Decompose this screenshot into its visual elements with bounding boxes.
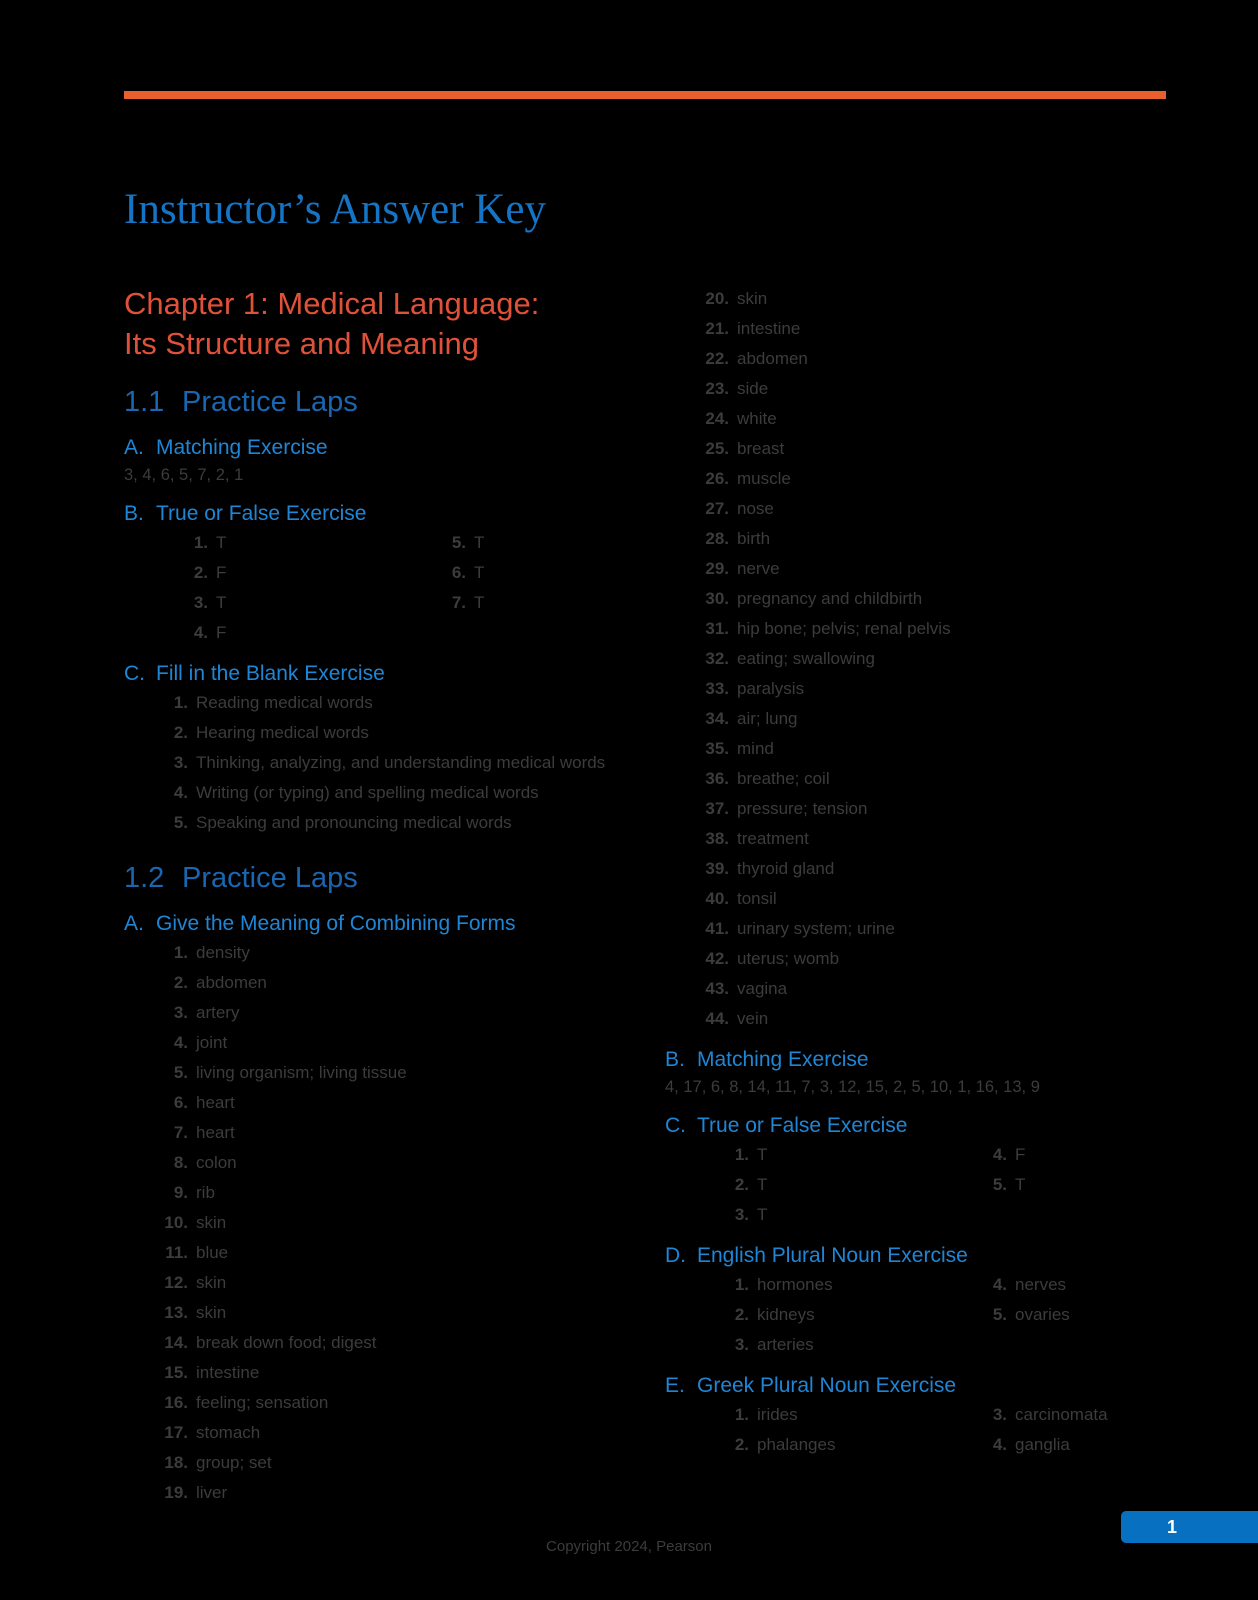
item-answer: living organism; living tissue [196,1063,407,1082]
item-answer: breast [737,439,785,458]
answer-item [665,1004,1225,1034]
item-answer: hormones [757,1275,833,1294]
answer-item [665,1400,923,1430]
answer-item [124,1058,644,1088]
answer-item [665,1140,923,1170]
item-number: 38. [705,829,729,848]
item-answer: nerves [1015,1275,1067,1294]
answer-item [665,554,1225,584]
item-answer: T [216,593,227,612]
item-number: 23. [705,379,729,398]
item-answer: muscle [737,469,791,488]
item-number: 30. [705,589,729,608]
answer-item [124,1028,644,1058]
item-number: 5. [173,1063,188,1082]
answer-item [665,1200,923,1230]
item-answer: thyroid gland [737,859,835,878]
item-answer: eating; swallowing [737,649,875,668]
item-answer: feeling; sensation [196,1393,329,1412]
item-answer: vagina [737,979,788,998]
top-accent-rule [124,91,1166,99]
item-answer: artery [196,1003,240,1022]
answer-item [124,1418,644,1448]
answer-item [923,1170,1181,1200]
answer-item [665,794,1225,824]
item-number: 4. [992,1145,1007,1164]
answer-item [124,748,644,778]
item-number: 5. [451,533,466,552]
exercise-letter: A. [124,912,144,935]
section-title: Practice Laps [182,386,358,418]
item-answer: intestine [737,319,801,338]
answer-item [382,558,640,588]
answer-item [665,404,1225,434]
item-answer: carcinomata [1015,1405,1108,1424]
item-answer: colon [196,1153,237,1172]
answer-item [665,1330,923,1360]
answer-item [665,674,1225,704]
answer-list [665,1400,1225,1460]
item-answer: F [216,563,227,582]
exercise-title: Give the Meaning of Combining Forms [156,912,516,935]
left-column [124,284,644,1508]
answer-item [665,434,1225,464]
item-number: 21. [705,319,729,338]
copyright-footer: Copyright 2024, Pearson [546,1538,712,1555]
answer-item [665,1270,923,1300]
answer-item [665,374,1225,404]
answer-item [665,1170,923,1200]
item-answer: vein [737,1009,769,1028]
item-number: 3. [992,1405,1007,1424]
item-number: 7. [451,593,466,612]
item-number: 2. [734,1305,749,1324]
exercise-heading [124,434,644,462]
item-number: 12. [164,1273,188,1292]
answer-item [665,764,1225,794]
item-number: 3. [734,1335,749,1354]
document-title: Instructor’s Answer Key [124,186,546,233]
exercise-heading [665,1046,1225,1074]
item-number: 1. [173,693,188,712]
item-answer: T [216,533,227,552]
answer-item [665,524,1225,554]
item-answer: T [474,593,485,612]
item-number: 17. [164,1423,188,1442]
item-number: 8. [173,1153,188,1172]
exercise-letter: A. [124,436,144,459]
exercise-title: True or False Exercise [156,502,367,525]
chapter-title-line-1: Chapter 1: Medical Language: [124,286,540,321]
item-number: 2. [173,723,188,742]
item-number: 40. [705,889,729,908]
item-number: 36. [705,769,729,788]
item-answer: pregnancy and childbirth [737,589,923,608]
item-answer: breathe; coil [737,769,830,788]
item-number: 7. [173,1123,188,1142]
answer-item [124,1088,644,1118]
answer-item [124,1268,644,1298]
item-answer: skin [196,1273,227,1292]
item-number: 42. [705,949,729,968]
item-answer: T [1015,1175,1026,1194]
item-answer: T [757,1145,768,1164]
item-number: 35. [705,739,729,758]
item-answer: F [216,623,227,642]
exercise-letter: C. [665,1114,686,1137]
item-number: 29. [705,559,729,578]
item-answer: Writing (or typing) and spelling medical words [196,783,539,802]
section-1-2-heading [124,858,644,898]
item-answer: T [757,1175,768,1194]
answer-item [124,558,382,588]
item-answer: uterus; womb [737,949,840,968]
chapter-title-line-2: Its Structure and Meaning [124,326,479,361]
item-number: 25. [705,439,729,458]
answer-item [665,344,1225,374]
item-answer: tonsil [737,889,777,908]
answer-item [124,1208,644,1238]
answer-item [124,1328,644,1358]
answer-list [665,1140,1225,1230]
item-answer: nerve [737,559,780,578]
item-answer: F [1015,1145,1026,1164]
item-answer: liver [196,1483,228,1502]
item-number: 2. [734,1435,749,1454]
item-number: 3. [734,1205,749,1224]
item-number: 5. [992,1305,1007,1324]
item-answer: heart [196,1123,235,1142]
section-number: 1.2 [124,862,165,894]
item-number: 13. [164,1303,188,1322]
answer-item [124,618,382,648]
item-number: 4. [992,1435,1007,1454]
item-number: 39. [705,859,729,878]
answer-item [665,824,1225,854]
answer-item [124,1238,644,1268]
answer-item [124,528,382,558]
exercise-heading [665,1112,1225,1140]
answer-item [665,1300,923,1330]
matching-answers: 3, 4, 6, 5, 7, 2, 1 [124,466,244,484]
item-answer: heart [196,1093,235,1112]
item-answer: treatment [737,829,809,848]
section-title: Practice Laps [182,862,358,894]
item-number: 1. [173,943,188,962]
answer-item [665,494,1225,524]
answer-item [665,944,1225,974]
answer-item [665,644,1225,674]
section-number: 1.1 [124,386,165,418]
item-number: 16. [164,1393,188,1412]
answer-item [665,464,1225,494]
answer-item [124,1148,644,1178]
item-number: 1. [734,1405,749,1424]
item-answer: side [737,379,769,398]
item-answer: T [474,563,485,582]
item-number: 2. [734,1175,749,1194]
exercise-title: Matching Exercise [156,436,328,459]
answer-item [665,914,1225,944]
answer-item [124,808,644,838]
item-answer: paralysis [737,679,805,698]
item-answer: rib [196,1183,215,1202]
answer-item [665,584,1225,614]
item-answer: skin [196,1213,227,1232]
item-number: 18. [164,1453,188,1472]
item-answer: skin [196,1303,227,1322]
exercise-letter: D. [665,1244,686,1267]
answer-item [382,588,640,618]
answer-item [124,588,382,618]
answer-item [923,1300,1181,1330]
item-number: 1. [193,533,208,552]
answer-item [665,734,1225,764]
item-number: 2. [173,973,188,992]
item-number: 6. [451,563,466,582]
item-number: 33. [705,679,729,698]
item-number: 28. [705,529,729,548]
item-number: 43. [705,979,729,998]
answer-item [124,1358,644,1388]
item-answer: abdomen [196,973,267,992]
exercise-title: Greek Plural Noun Exercise [697,1374,957,1397]
answer-item [124,1478,644,1508]
exercise-title: Matching Exercise [697,1048,869,1071]
item-answer: intestine [196,1363,260,1382]
item-answer: arteries [757,1335,814,1354]
answer-item [923,1400,1181,1430]
answer-item [124,1448,644,1478]
item-number: 9. [173,1183,188,1202]
item-number: 15. [164,1363,188,1382]
item-answer: kidneys [757,1305,815,1324]
item-number: 11. [165,1243,188,1262]
item-answer: skin [737,289,768,308]
item-number: 3. [173,753,188,772]
answer-item [665,884,1225,914]
item-number: 20. [705,289,729,308]
answer-item [923,1430,1181,1460]
exercise-title: True or False Exercise [697,1114,908,1137]
item-number: 6. [173,1093,188,1112]
answer-item [124,1298,644,1328]
item-answer: urinary system; urine [737,919,895,938]
item-number: 14. [164,1333,188,1352]
item-answer: nose [737,499,774,518]
answer-item [665,704,1225,734]
item-number: 32. [705,649,729,668]
item-number: 3. [173,1003,188,1022]
item-answer: mind [737,739,774,758]
answer-list [124,528,644,648]
item-number: 1. [734,1145,749,1164]
item-answer: blue [196,1243,229,1262]
item-number: 31. [705,619,729,638]
section-1-1-heading [124,382,644,422]
item-answer: break down food; digest [196,1333,377,1352]
answer-item [665,974,1225,1004]
item-answer: T [474,533,485,552]
exercise-heading [665,1372,1225,1400]
answer-item [124,688,644,718]
exercise-heading [124,660,644,688]
answer-item [124,1178,644,1208]
answer-item [382,528,640,558]
item-answer: stomach [196,1423,261,1442]
answer-item [923,1140,1181,1170]
answer-item [665,314,1225,344]
answer-item [665,614,1225,644]
answer-item [923,1270,1181,1300]
exercise-title: Fill in the Blank Exercise [156,662,385,685]
exercise-letter: B. [665,1048,685,1071]
item-answer: Thinking, analyzing, and understanding medical words [196,753,606,772]
exercise-heading [124,500,644,528]
item-answer: Speaking and pronouncing medical words [196,813,512,832]
answer-item [124,998,644,1028]
item-answer: pressure; tension [737,799,868,818]
item-number: 2. [193,563,208,582]
item-number: 4. [193,623,208,642]
answer-item [124,718,644,748]
item-number: 24. [705,409,729,428]
item-number: 4. [173,1033,188,1052]
item-number: 1. [734,1275,749,1294]
item-answer: group; set [196,1453,272,1472]
exercise-heading [124,910,644,938]
matching-answers: 4, 17, 6, 8, 14, 11, 7, 3, 12, 15, 2, 5, 10, 1, 16, 13, 9 [665,1078,1040,1096]
item-number: 5. [173,813,188,832]
item-answer: birth [737,529,771,548]
item-number: 44. [705,1009,729,1028]
item-answer: hip bone; pelvis; renal pelvis [737,619,951,638]
answer-list-continued [665,284,1225,1034]
item-answer: phalanges [757,1435,836,1454]
item-number: 3. [193,593,208,612]
item-answer: T [757,1205,768,1224]
item-answer: density [196,943,250,962]
exercise-letter: E. [665,1374,685,1397]
item-answer: joint [196,1033,228,1052]
item-number: 37. [705,799,729,818]
answer-list [124,688,644,838]
answer-item [124,1118,644,1148]
item-number: 34. [705,709,729,728]
item-answer: irides [757,1405,798,1424]
answer-item [124,778,644,808]
exercise-letter: C. [124,662,145,685]
answer-item [124,968,644,998]
item-number: 4. [992,1275,1007,1294]
answer-item [665,284,1225,314]
answer-list [665,1270,1225,1360]
item-number: 10. [164,1213,188,1232]
exercise-heading [665,1242,1225,1270]
item-number: 4. [173,783,188,802]
item-number: 27. [705,499,729,518]
item-answer: ovaries [1015,1305,1070,1324]
right-column [665,284,1225,1460]
exercise-letter: B. [124,502,144,525]
item-number: 41. [705,919,729,938]
answer-item [665,1430,923,1460]
item-number: 26. [705,469,729,488]
exercise-title: English Plural Noun Exercise [697,1244,968,1267]
chapter-title [124,284,644,364]
item-answer: air; lung [737,709,798,728]
item-number: 19. [164,1483,188,1502]
page-number: 1 [1166,1517,1177,1537]
item-answer: Hearing medical words [196,723,369,742]
item-number: 5. [992,1175,1007,1194]
answer-item [124,938,644,968]
answer-list [124,938,644,1508]
item-answer: white [737,409,777,428]
item-answer: abdomen [737,349,808,368]
item-answer: Reading medical words [196,693,373,712]
answer-item [665,854,1225,884]
answer-item [124,1388,644,1418]
item-number: 22. [705,349,729,368]
item-answer: ganglia [1015,1435,1070,1454]
